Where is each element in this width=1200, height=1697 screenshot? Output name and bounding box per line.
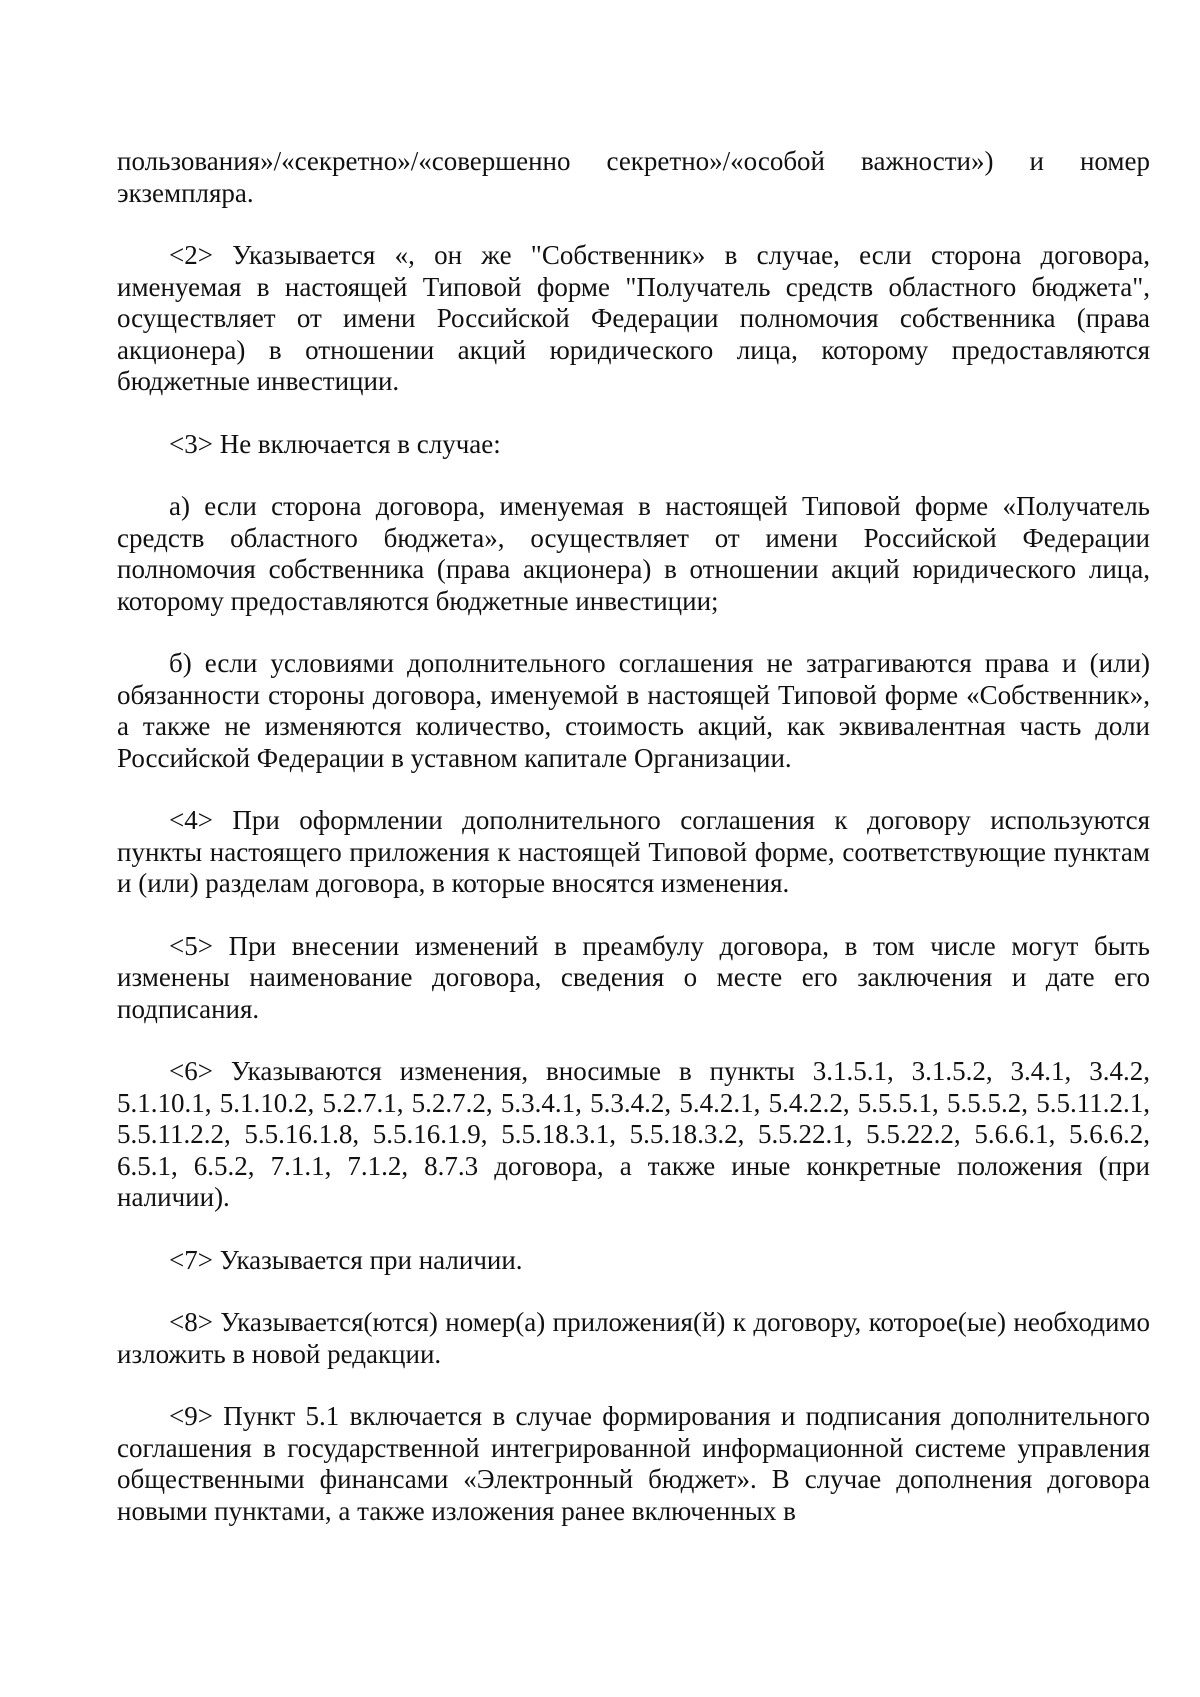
footnote-8: <8> Указывается(ются) номер(а) приложения(й) к договору, которое(ые) необходимо изложить в новой редакции. bbox=[117, 1307, 1150, 1369]
footnote-6: <6> Указываются изменения, вносимые в пункты 3.1.5.1, 3.1.5.2, 3.4.1, 3.4.2, 5.1.10.1, 5.1.10.2, 5.2.7.1, 5.2.7.2, 5.3.4.1, 5.3.4.2, 5.4.2.1, 5.4.2.2, 5.5.5.1, 5.5.5.2, 5.5.11.2.1, 5.5.11.2.2, 5.5.16.1.8, 5.5.16.1.9, 5.5.18.3.1, 5.5.18.3.2, 5.5.22.1, 5.5.22.2, 5.6.6.1, 5.6.6.2, 6.5.1, 6.5.2, 7.1.1, 7.1.2, 8.7.3 договора, а также иные конкретные положения (при наличии). bbox=[117, 1056, 1150, 1212]
footnote-5: <5> При внесении изменений в преамбулу договора, в том числе могут быть изменены наименование договора, сведения о месте его заключения и дате его подписания. bbox=[117, 930, 1150, 1024]
paragraph-continuation: пользования»/«секретно»/«совершенно секретно»/«особой важности») и номер экземпляра. bbox=[117, 146, 1150, 208]
document-page bbox=[117, 146, 1150, 1527]
footnote-2: <2> Указывается «, он же "Собственник» в случае, если сторона договора, именуемая в настоящей Типовой форме "Получатель средств областного бюджета", осуществляет от имени Российской Федерации полномочия собственника (права акционера) в отношении акций юридического лица, которому предоставляются бюджетные инвестиции. bbox=[117, 240, 1150, 396]
footnote-3: <3> Не включается в случае: bbox=[169, 428, 501, 459]
footnote-3-item-b: б) если условиями дополнительного соглашения не затрагиваются права и (или) обязанности стороны договора, именуемой в настоящей Типовой форме «Собственник», а также не изменяются количество, стоимость акций, как эквивалентная часть доли Российской Федерации в уставном капитале Организации. bbox=[117, 648, 1150, 773]
footnote-9: <9> Пункт 5.1 включается в случае формирования и подписания дополнительного соглашения в государственной интегрированной информационной системе управления общественными финансами «Электронный бюджет». В случае дополнения договора новыми пунктами, а также изложения ранее включенных в bbox=[117, 1401, 1150, 1526]
footnote-4: <4> При оформлении дополнительного соглашения к договору используются пункты настоящего приложения к настоящей Типовой форме, соответствующие пунктам и (или) разделам договора, в которые вносятся изменения. bbox=[117, 805, 1150, 898]
footnote-7: <7> Указывается при наличии. bbox=[169, 1244, 523, 1275]
footnote-3-item-a: а) если сторона договора, именуемая в настоящей Типовой форме «Получатель средств областного бюджета», осуществляет от имени Российской Федерации полномочия собственника (права акционера) в отношении акций юридического лица, которому предоставляются бюджетные инвестиции; bbox=[117, 491, 1150, 616]
